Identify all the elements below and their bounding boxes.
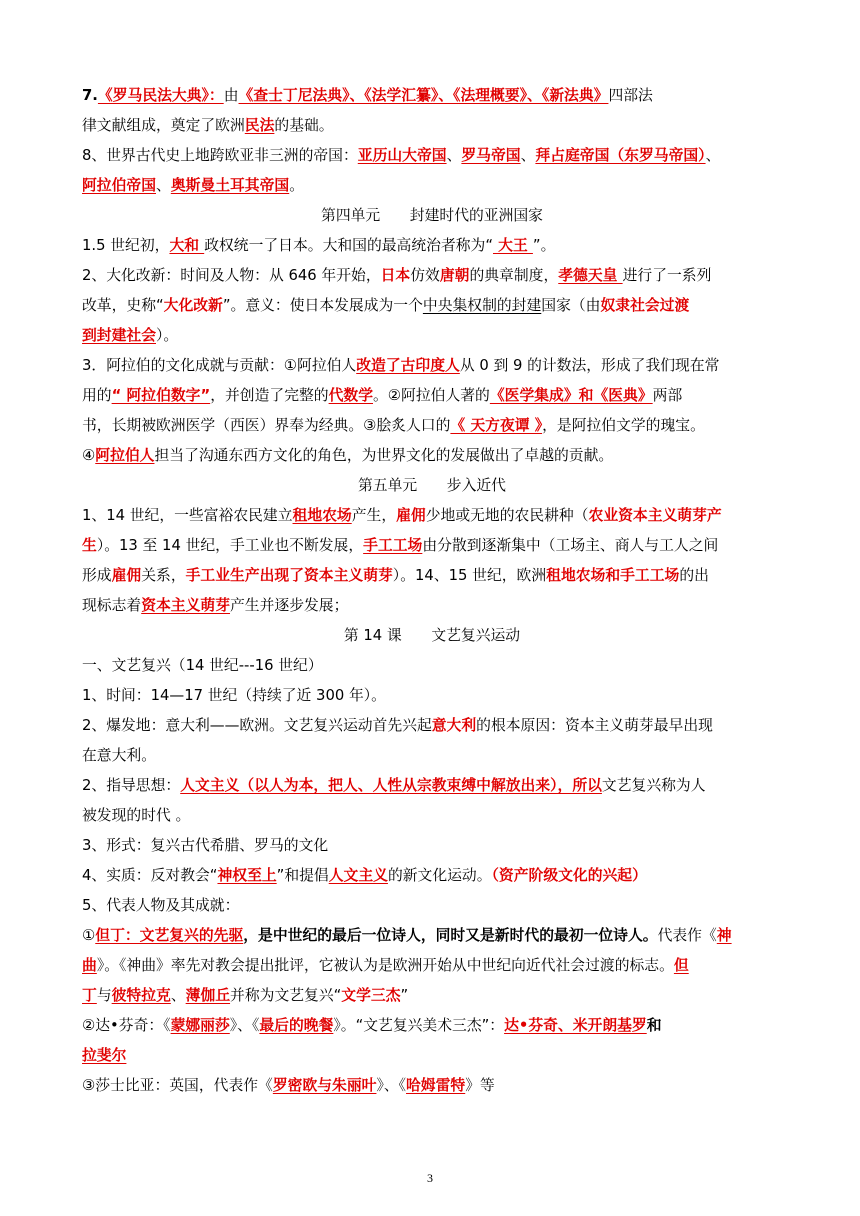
text-segment: ，是阿拉伯文学的瑰宝。: [542, 417, 705, 434]
text-line: [82, 776, 706, 796]
text-segment: 被发现的时代 。: [82, 807, 191, 824]
highlighted-keyword: 罗密欧与朱丽叶: [272, 1077, 377, 1094]
text-line: [82, 1076, 495, 1096]
highlighted-keyword: 到封建社会: [82, 327, 156, 344]
text-segment: 》、《: [376, 1077, 407, 1094]
highlighted-keyword: 神: [716, 927, 732, 944]
text-segment: 2、大化改新：时间及人物：从 646 年开始，: [82, 267, 381, 284]
highlighted-keyword: 最后的晚餐: [259, 1017, 334, 1034]
highlighted-keyword: 大化改新: [163, 297, 223, 314]
text-line: [82, 506, 722, 526]
text-line: [82, 326, 178, 346]
text-line: [82, 596, 348, 616]
text-segment: 担当了沟通东西方文化的角色，为世界文化的发展做出了卓越的贡献。: [154, 447, 614, 464]
text-segment: 由: [223, 87, 239, 104]
text-segment: 》、《: [229, 1017, 260, 1034]
text-segment: 的新文化运动。: [387, 867, 492, 884]
text-segment: 1、14 世纪，一些富裕农民建立: [82, 507, 293, 524]
text-segment: ）。: [156, 327, 179, 344]
highlighted-keyword: 人文主义（以人为本，把人、人性从宗教束缚中解放出来），所以: [180, 777, 602, 794]
text-segment: 产生，: [351, 507, 397, 524]
text-segment: 现标志着: [82, 597, 142, 614]
highlighted-keyword: 阿拉伯人: [95, 447, 155, 464]
text-segment: ”: [400, 987, 409, 1004]
highlighted-keyword: 亚历山大帝国: [357, 147, 447, 164]
text-segment: 5、代表人物及其成就：: [82, 897, 240, 914]
highlighted-keyword: 奴隶社会过渡: [600, 297, 690, 314]
highlighted-keyword: 唐朝: [439, 267, 470, 284]
text-segment: 产生并逐步发展；: [230, 597, 349, 614]
highlighted-keyword: 雇佣: [111, 567, 142, 584]
text-segment: 书，长期被欧洲医学（西医）界奉为经典。③脍炙人口的: [82, 417, 451, 434]
text-segment: 从 0 到 9 的计数法，形成了我们现在常: [459, 357, 720, 374]
highlighted-keyword: 意大利: [431, 717, 477, 734]
text-segment: 》。《神曲》率先对教会提出批评，它被认为是欧洲开始从中世纪向近代社会过渡的标志。: [96, 957, 674, 974]
text-segment: 文艺复兴称为人: [601, 777, 706, 794]
text-line: [82, 836, 328, 856]
highlighted-keyword: 《 天方夜谭 》: [450, 417, 543, 434]
text-segment: 进行了一系列: [622, 267, 712, 284]
text-line: [82, 266, 711, 286]
highlighted-keyword: 神权至上: [217, 867, 277, 884]
text-segment: 的出: [679, 567, 709, 584]
highlighted-keyword: 彼特拉克: [111, 987, 171, 1004]
text-line: [82, 806, 190, 826]
text-segment: 中央集权制的封建: [422, 297, 542, 314]
highlighted-keyword: 人文主义: [328, 867, 388, 884]
text-segment: ）。13 至 14 世纪，手工业也不断发展，: [96, 537, 364, 554]
highlighted-keyword: 农业资本主义萌芽产: [588, 507, 722, 524]
text-segment: 国家（由: [541, 297, 601, 314]
highlighted-keyword: 丁: [82, 987, 97, 1004]
text-segment: 》等: [465, 1077, 495, 1094]
text-line: [82, 296, 689, 316]
text-segment: 在意大利。: [82, 747, 156, 764]
highlighted-keyword: 罗马帝国: [461, 147, 521, 164]
text-segment: ，并创造了完整的: [210, 387, 329, 404]
highlighted-keyword: 曲: [82, 957, 97, 974]
text-segment: 。②阿拉伯人著的: [373, 387, 490, 404]
highlighted-keyword: 孝德天皇: [558, 267, 623, 284]
text-segment: 与: [96, 987, 112, 1004]
highlighted-keyword: 民法: [244, 117, 275, 134]
text-segment: 2、指导思想：: [82, 777, 181, 794]
text-line: [82, 866, 647, 886]
text-line: [82, 926, 732, 946]
text-segment: 》。“文艺复兴美术三杰”：: [333, 1017, 505, 1034]
text-line: [82, 686, 386, 706]
highlighted-keyword: 租地农场和手工工场: [546, 567, 680, 584]
highlighted-keyword: 薄伽丘: [185, 987, 231, 1004]
highlighted-keyword: 《查士丁尼法典》、《法学汇纂》、《法理概要》、《新法典》: [238, 87, 609, 104]
text-line: [82, 236, 555, 256]
text-segment: 两部: [652, 387, 683, 404]
text-segment: ①: [82, 927, 96, 944]
text-line: [82, 176, 304, 196]
text-line: [82, 416, 705, 436]
text-segment: 、: [446, 147, 462, 164]
text-line: [82, 1016, 662, 1036]
highlighted-keyword: 哈姆雷特: [406, 1077, 466, 1094]
page-number: 3: [427, 1171, 433, 1185]
highlighted-keyword: 但丁：文艺复兴的先驱: [95, 927, 244, 944]
text-segment: 仿效: [410, 267, 440, 284]
text-segment: ”。意义：使日本发展成为一个: [222, 297, 423, 314]
highlighted-keyword: 生: [82, 537, 97, 554]
text-segment: 2、爆发地：意大利——欧洲。文艺复兴运动首先兴起: [82, 717, 432, 734]
text-segment: 用的: [82, 387, 112, 404]
text-segment: 7.: [82, 87, 98, 104]
text-segment: 、: [170, 987, 186, 1004]
text-line: [82, 716, 713, 736]
text-segment: 由分散到逐渐集中（工场主、商人与工人之间: [422, 537, 719, 554]
highlighted-keyword: 拜占庭帝国（东罗马帝国）: [535, 147, 706, 164]
text-segment: 律文献组成，奠定了欧洲: [82, 117, 245, 134]
text-segment: 形成: [82, 567, 112, 584]
highlighted-keyword: 《医学集成》和《医典》: [489, 387, 653, 404]
text-segment: ②达•芬奇：《: [82, 1017, 171, 1034]
highlighted-keyword: 奥斯曼土耳其帝国: [170, 177, 290, 194]
highlighted-keyword: 但: [673, 957, 689, 974]
highlighted-keyword: 拉斐尔: [82, 1047, 127, 1064]
highlighted-keyword: 达•芬奇、米开朗基罗: [504, 1017, 647, 1034]
text-segment: 第 14 课 文艺复兴运动: [343, 627, 521, 644]
text-line: [82, 656, 323, 676]
highlighted-keyword: 改造了古印度人: [356, 357, 460, 374]
text-segment: ③莎士比亚：英国，代表作《: [82, 1077, 273, 1094]
text-segment: ④: [82, 447, 96, 464]
text-segment: 一、文艺复兴（14 世纪---16 世纪）: [82, 657, 323, 674]
highlighted-keyword: （资产阶级文化的兴起）: [491, 867, 647, 884]
text-line: [82, 446, 613, 466]
text-line: [82, 116, 334, 136]
text-segment: 、: [520, 147, 536, 164]
text-segment: 3．阿拉伯的文化成就与贡献：①阿拉伯人: [82, 357, 357, 374]
highlighted-keyword: 大和: [169, 237, 205, 254]
text-line: [82, 356, 719, 376]
text-line: [82, 746, 156, 766]
text-segment: 。: [289, 177, 305, 194]
text-line: [82, 146, 720, 166]
text-segment: 的根本原因：资本主义萌芽最早出现: [476, 717, 713, 734]
text-segment: 、: [705, 147, 721, 164]
text-line: [82, 536, 718, 556]
section-heading: [82, 476, 782, 496]
text-segment: 8、世界古代史上地跨欧亚非三洲的帝国：: [82, 147, 358, 164]
text-segment: 少地或无地的农民耕种（: [425, 507, 589, 524]
text-segment: 改革，史称“: [82, 297, 164, 314]
text-segment: ”。: [532, 237, 556, 254]
text-segment: 第四单元 封建时代的亚洲国家: [321, 207, 543, 224]
text-segment: 并称为文艺复兴“: [230, 987, 342, 1004]
text-segment: ，是中世纪的最后一位诗人，同时又是新时代的最初一位诗人。: [243, 927, 658, 944]
text-segment: 的基础。: [274, 117, 334, 134]
text-segment: 和: [646, 1017, 662, 1034]
text-segment: 3、形式：复兴古代希腊、罗马的文化: [82, 837, 329, 854]
text-segment: ”和提倡: [276, 867, 329, 884]
text-segment: ）。14、15 世纪，欧洲: [392, 567, 547, 584]
text-line: [82, 86, 653, 106]
text-line: [82, 986, 408, 1006]
text-line: [82, 1046, 126, 1066]
text-segment: 政权统一了日本。大和国的最高统治者称为“: [204, 237, 493, 254]
text-segment: 的典章制度，: [469, 267, 559, 284]
text-segment: 四部法: [608, 87, 653, 104]
text-segment: 1.5 世纪初，: [82, 237, 170, 254]
highlighted-keyword: “ 阿拉伯数字”: [111, 387, 211, 404]
highlighted-keyword: 《罗马民法大典》：: [97, 87, 224, 104]
section-heading: [82, 626, 782, 646]
highlighted-keyword: 手工工场: [363, 537, 423, 554]
highlighted-keyword: 雇佣: [396, 507, 426, 524]
text-segment: 1、时间：14—17 世纪（持续了近 300 年）。: [82, 687, 386, 704]
text-segment: 代表作《: [657, 927, 717, 944]
highlighted-keyword: 大王: [493, 237, 533, 254]
highlighted-keyword: 阿拉伯帝国: [82, 177, 156, 194]
text-line: [82, 566, 709, 586]
text-line: [82, 386, 682, 406]
section-heading: [82, 206, 782, 226]
text-segment: 、: [156, 177, 171, 194]
highlighted-keyword: 蒙娜丽莎: [170, 1017, 230, 1034]
text-line: [82, 896, 239, 916]
highlighted-keyword: 租地农场: [292, 507, 352, 524]
text-segment: 关系，: [141, 567, 186, 584]
text-line: [82, 956, 689, 976]
text-segment: 第五单元 步入近代: [358, 477, 506, 494]
highlighted-keyword: 手工业生产出现了资本主义萌芽: [185, 567, 393, 584]
highlighted-keyword: 代数学: [328, 387, 373, 404]
text-segment: 4、实质：反对教会“: [82, 867, 218, 884]
highlighted-keyword: 日本: [380, 267, 411, 284]
highlighted-keyword: 资本主义萌芽: [141, 597, 230, 614]
highlighted-keyword: 文学三杰: [341, 987, 401, 1004]
